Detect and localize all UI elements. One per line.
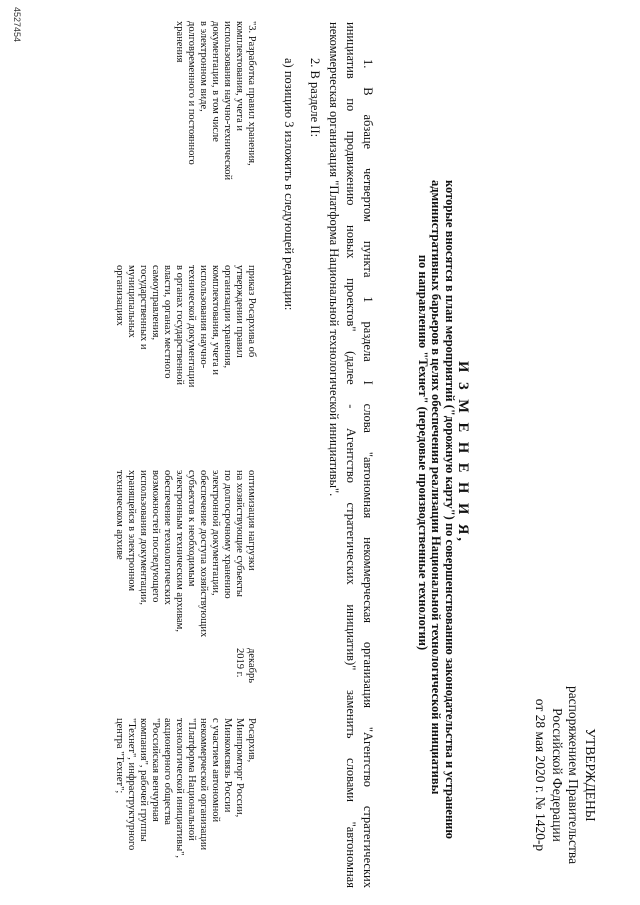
cell-line: комплектования, учета и bbox=[210, 265, 221, 376]
cell-line: акционерного общества bbox=[162, 718, 173, 825]
cell-line: в органах государственной bbox=[174, 265, 185, 386]
cell-line: некоммерческой организации bbox=[198, 718, 209, 851]
item-a-text: а) позицию 3 изложить в следующей редакции: bbox=[282, 58, 296, 311]
document-title: И З М Е Н Е Н И Я, bbox=[455, 361, 471, 544]
cell-line: организациях bbox=[114, 265, 125, 326]
paragraph-line: некоммерческая организация "Платформа Национальной технологической инициативы". bbox=[327, 22, 341, 497]
subtitle-line: по направлению "Технет" (передовые производственные технологии) bbox=[416, 254, 430, 651]
cell-line: власти, органах местного bbox=[162, 265, 173, 379]
cell-line: документации, в том числе bbox=[210, 21, 221, 142]
cell-line: техническом архиве bbox=[114, 470, 125, 560]
approval-heading: УТВЕРЖДЕНЫ bbox=[583, 728, 598, 822]
cell-line: с участием автономной bbox=[210, 718, 221, 823]
cell-line: субъектов к необходимым bbox=[186, 470, 197, 587]
approval-block bbox=[532, 660, 598, 890]
cell-line: "Российская венчурная bbox=[150, 718, 161, 822]
cell-line: на хозяйствующие субъекты bbox=[234, 470, 245, 597]
cell-line: самоуправления, bbox=[150, 265, 161, 341]
cell-line: Минпромторг России, bbox=[234, 718, 245, 818]
cell-line: использования документации, bbox=[138, 470, 149, 605]
cell-line: по долгосрочному хранению bbox=[222, 470, 233, 599]
cell-line: "Технет", инфраструктурного bbox=[126, 718, 137, 851]
approval-date: от 28 мая 2020 г. № 1420-р bbox=[533, 698, 549, 852]
subtitle-line: которые вносятся в план мероприятий ("дорожную карту") по совершенствованию законодательства и устранению bbox=[443, 180, 457, 839]
cell-line: "3. Разработка правил хранения, bbox=[246, 21, 257, 166]
cell-line: электронным техническим архивам, bbox=[174, 470, 185, 632]
cell-line: электронной документации, bbox=[210, 470, 221, 596]
cell-line: организации хранения, bbox=[222, 265, 233, 369]
approval-line: Российской Федерации bbox=[550, 708, 565, 842]
cell-line: хранения bbox=[174, 21, 185, 63]
approval-line: распоряжением Правительства bbox=[566, 685, 582, 865]
table-cell-document bbox=[113, 265, 257, 435]
cell-line: возможностей последующего bbox=[150, 470, 161, 603]
cell-line: государственных и bbox=[138, 265, 149, 350]
table-cell-deadline bbox=[233, 648, 257, 708]
paragraph-1 bbox=[325, 22, 376, 888]
cell-line: хранящейся в электронном bbox=[126, 470, 137, 592]
cell-line: технологической инициативы", bbox=[174, 718, 185, 859]
cell-line: в электронном виде, bbox=[198, 21, 209, 112]
cell-line: технической документации bbox=[186, 265, 197, 388]
document-subtitle bbox=[416, 180, 457, 839]
cell-line: 2019 г. bbox=[234, 648, 245, 678]
cell-line: приказ Росархива об bbox=[246, 265, 257, 358]
cell-line: "Платформа Национальной bbox=[186, 718, 197, 841]
cell-line: использования научно- bbox=[198, 265, 209, 369]
cell-line: оптимизация нагрузки bbox=[246, 470, 257, 571]
table-cell-result bbox=[113, 470, 257, 645]
cell-line: муниципальных bbox=[126, 265, 137, 338]
paragraph-line: инициатив по продвижению новых проектов" (далее - Агентство стратегических инициатив)" заменить словами "автономная bbox=[344, 22, 358, 888]
table-cell-task bbox=[173, 21, 257, 181]
cell-line: компания", рабочей группы bbox=[138, 718, 149, 842]
cell-line: утверждении правил bbox=[234, 265, 245, 358]
table-cell-responsible bbox=[113, 718, 257, 893]
cell-line: центра "Технет"; bbox=[114, 718, 125, 794]
section-2-heading: 2. В разделе II: bbox=[308, 58, 322, 138]
cell-line: использования научно-технической bbox=[222, 21, 233, 181]
cell-line: долговременного и постоянного bbox=[186, 21, 197, 165]
cell-line: комплектования, учета и bbox=[234, 21, 245, 132]
cell-line: декабрь bbox=[246, 648, 257, 683]
cell-line: Минкомсвязь России bbox=[222, 718, 233, 813]
subtitle-line: административных барьеров в целях обеспечения реализации Национальной технологической инициативы bbox=[429, 180, 444, 795]
cell-line: обеспечение технологических bbox=[162, 470, 173, 605]
cell-line: обеспечение доступа хозяйствующих bbox=[198, 470, 209, 638]
cell-line: Росархив, bbox=[246, 718, 257, 763]
document-code: 4527454 bbox=[12, 7, 22, 43]
paragraph-line: 1. В абзаце четвертом пункта 1 раздела I слова "автономная некоммерческая организация "Агентство стратегических bbox=[361, 59, 375, 888]
